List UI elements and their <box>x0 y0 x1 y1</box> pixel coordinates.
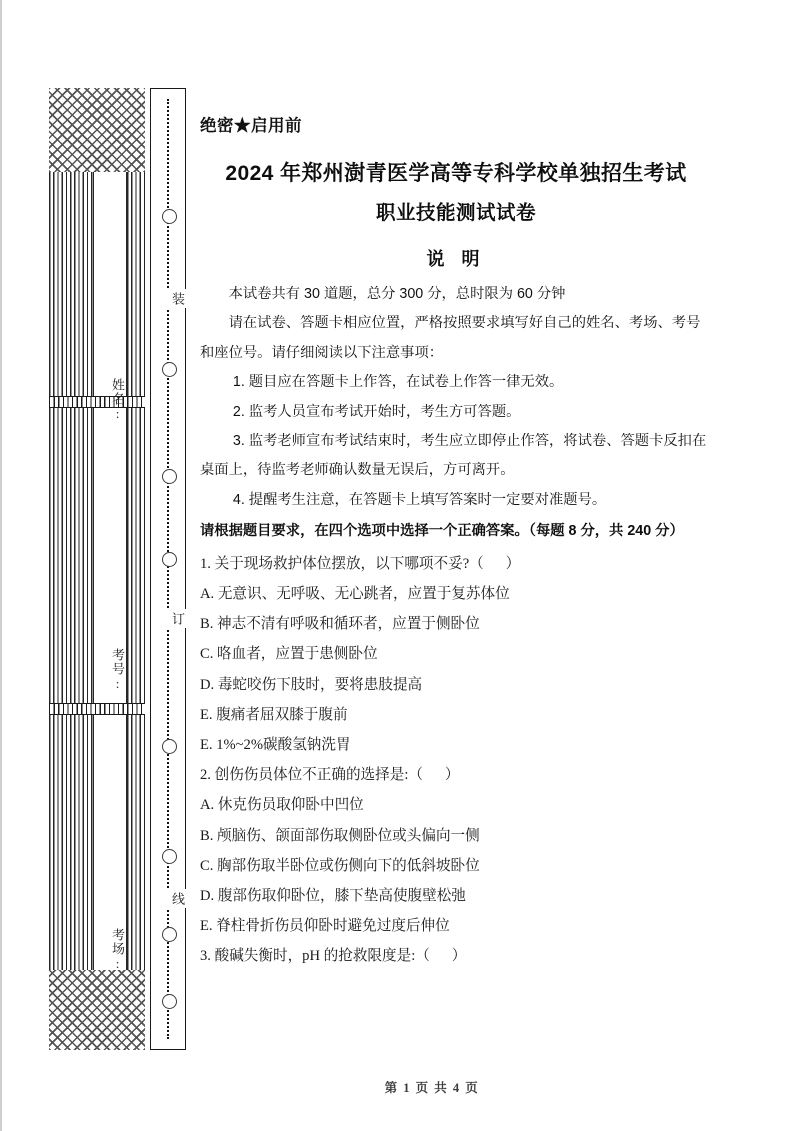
question-stem-1: 1. 关于现场救护体位摆放，以下哪项不妥?（ ） <box>200 555 521 572</box>
question-2-option-d[interactable]: D. 腹部伤取仰卧位，膝下垫高使腹壁松弛 <box>200 887 466 904</box>
stripe-column-left <box>49 172 93 970</box>
fold-word-xian: 线 <box>151 889 187 908</box>
question-1-option-d[interactable]: D. 毒蛇咬伤下肢时，要将患肢提高 <box>200 676 423 693</box>
fold-ring-4 <box>162 552 177 567</box>
fold-ring-2 <box>162 362 177 377</box>
page-subtitle: 职业技能测试试卷 <box>375 201 536 224</box>
page-title: 2024 年郑州澍青医学高等专科学校单独招生考试 <box>225 162 687 185</box>
answer-rule-line: 请根据题目要求，在四个选项中选择一个正确答案。（每题 8 分，共 240 分） <box>200 523 684 540</box>
fold-ring-1 <box>162 209 177 224</box>
fold-ring-3 <box>162 469 177 484</box>
question-1-option-c[interactable]: C. 咯血者，应置于患侧卧位 <box>200 646 378 663</box>
name-field-box[interactable] <box>93 172 127 396</box>
question-stem-3: 3. 酸碱失衡时，pH 的抢救限度是:（ ） <box>200 948 467 965</box>
fold-ring-5 <box>162 739 177 754</box>
instruction-note-1: 1. 题目应在答题卡上作答，在试卷上作答一律无效。 <box>232 374 564 391</box>
instruction-note-3: 3. 监考老师宣布考试结束时，考生应立即停止作答，将试卷、答题卡反扣在 <box>232 432 707 449</box>
fold-line-column <box>150 88 186 1050</box>
instructions-fill-info-line-2: 和座位号。请仔细阅读以下注意事项： <box>200 344 444 361</box>
document-body <box>200 112 712 972</box>
fold-word-ding: 订 <box>151 609 187 628</box>
page-number-label: 第 1 页 共 4 页 <box>384 1081 480 1095</box>
question-2-option-a[interactable]: A. 休克伤员取仰卧中凹位 <box>200 797 364 814</box>
field-label-exam-number: 考号: <box>110 648 125 692</box>
stripe-column-right <box>127 172 145 970</box>
instruction-note-2: 2. 监考人员宣布考试开始时，考生方可答题。 <box>232 403 521 420</box>
crosshatch-block-bottom <box>49 970 145 1050</box>
question-1-option-e-duplicate[interactable]: E. 1%~2%碳酸氢钠洗胃 <box>200 736 351 753</box>
question-2-option-e[interactable]: E. 脊柱骨折伤员仰卧时避免过度后伸位 <box>200 918 450 935</box>
instructions-fill-info-line-1: 请在试卷、答题卡相应位置，严格按照要求填写好自己的姓名、考场、考号 <box>228 315 701 332</box>
instruction-note-3-cont: 桌面上，待监考老师确认数量无误后，方可离开。 <box>200 462 515 479</box>
sealing-strip <box>49 88 145 1050</box>
instructions-summary: 本试卷共有 30 道题，总分 300 分，总时限为 60 分钟 <box>228 285 566 302</box>
question-1-option-a[interactable]: A. 无意识、无呼吸、无心跳者，应置于复苏体位 <box>200 585 510 602</box>
fold-ring-7 <box>162 927 177 942</box>
field-divider-2 <box>49 703 145 715</box>
fold-ring-8 <box>162 994 177 1009</box>
crosshatch-block-top <box>49 88 145 172</box>
fold-ring-6 <box>162 849 177 864</box>
question-stem-2: 2. 创伤伤员体位不正确的选择是:（ ） <box>200 767 460 784</box>
instructions-heading: 说 明 <box>426 248 486 269</box>
instruction-note-4: 4. 提醒考生注意，在答题卡上填写答案时一定要对准题号。 <box>232 491 607 508</box>
question-1-option-b[interactable]: B. 神志不清有呼吸和循环者，应置于侧卧位 <box>200 616 480 633</box>
fold-word-zhuang: 装 <box>151 289 187 308</box>
question-2-option-b[interactable]: B. 颅脑伤、颌面部伤取侧卧位或头偏向一侧 <box>200 827 480 844</box>
question-1-option-e[interactable]: E. 腹痛者屈双膝于腹前 <box>200 706 348 723</box>
secret-mark: 绝密★启用前 <box>200 116 302 135</box>
field-label-name: 姓名: <box>110 378 125 422</box>
question-2-option-c[interactable]: C. 胸部伤取半卧位或伤侧向下的低斜坡卧位 <box>200 857 480 874</box>
page-footer <box>2 1078 800 1096</box>
field-label-exam-room: 考场: <box>110 928 125 972</box>
